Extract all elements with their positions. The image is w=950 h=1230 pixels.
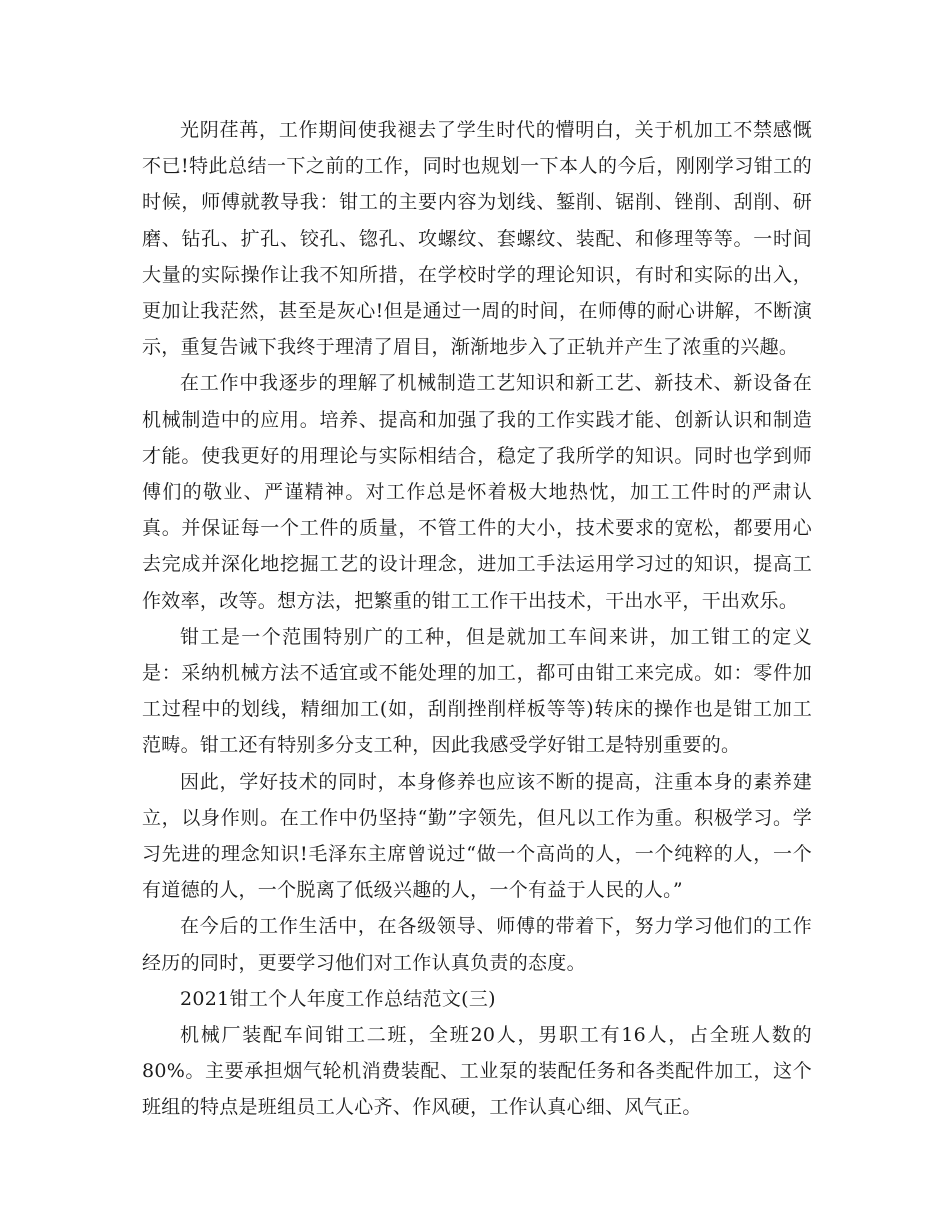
document-body: [142, 112, 812, 1126]
paragraph-1: 光阴荏苒，工作期间使我褪去了学生时代的懵明白，关于机加工不禁感慨不已!特此总结一下之前的工作，同时也规划一下本人的今后，刚刚学习钳工的时候，师傅就教导我：钳工的主要内容为划线、錾削、锯削、锉削、刮削、研磨、钻孔、扩孔、铰孔、锪孔、攻螺纹、套螺纹、装配、和修理等等。一时间大量的实际操作让我不知所措，在学校时学的理论知识，有时和实际的出入，更加让我茫然，甚至是灰心!但是通过一周的时间，在师傅的耐心讲解，不断演示，重复告诫下我终于理清了眉目，渐渐地步入了正轨并产生了浓重的兴趣。: [142, 119, 812, 359]
paragraph-6: 机械厂装配车间钳工二班，全班20人，男职工有16人，占全班人数的80%。主要承担烟气轮机消费装配、工业泵的装配任务和各类配件加工，这个班组的特点是班组员工人心齐、作风硬，工作认真心细、风气正。: [142, 1024, 812, 1119]
paragraph-3: 钳工是一个范围特别广的工种，但是就加工车间来讲，加工钳工的定义是：采纳机械方法不适宜或不能处理的加工，都可由钳工来完成。如：零件加工过程中的划线，精细加工(如，刮削挫削样板等等)转床的操作也是钳工加工范畴。钳工还有特别多分支工种，因此我感受学好钳工是特别重要的。: [142, 625, 812, 757]
paragraph-4: 因此，学好技术的同时，本身修养也应该不断的提高，注重本身的素养建立，以身作则。在工作中仍坚持“勤”字领先，但凡以工作为重。积极学习。学习先进的理念知识!毛泽东主席曾说过“做一个高尚的人，一个纯粹的人，一个有道德的人，一个脱离了低级兴趣的人，一个有益于人民的人。”: [142, 770, 812, 902]
section-heading: 2021钳工个人年度工作总结范文(三): [180, 987, 496, 1010]
paragraph-2: 在工作中我逐步的理解了机械制造工艺知识和新工艺、新技术、新设备在机械制造中的应用。培养、提高和加强了我的工作实践才能、创新认识和制造才能。使我更好的用理论与实际相结合，稳定了我所学的知识。同时也学到师傅们的敬业、严谨精神。对工作总是怀着极大地热忱，加工工件时的严肃认真。并保证每一个工件的质量，不管工件的大小，技术要求的宽松，都要用心去完成并深化地挖掘工艺的设计理念，进加工手法运用学习过的知识，提高工作效率，改等。想方法，把繁重的钳工工作干出技术，干出水平，干出欢乐。: [142, 372, 812, 612]
paragraph-5: 在今后的工作生活中，在各级领导、师傅的带着下，努力学习他们的工作经历的同时，更要学习他们对工作认真负责的态度。: [142, 915, 812, 974]
